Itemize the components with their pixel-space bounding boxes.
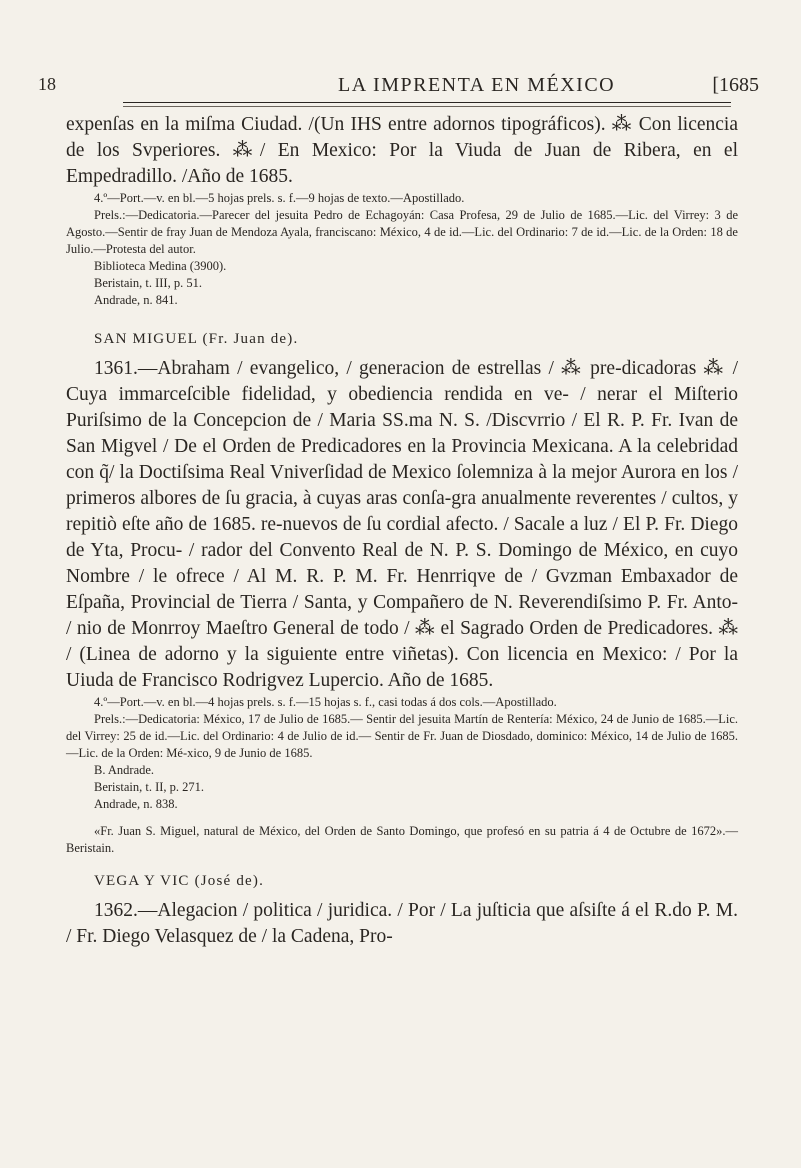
- entry-1361-note: «Fr. Juan S. Miguel, natural de México, del Orden de Santo Domingo, que profesó en su patria á 4 de Octubre de 1672».—Beristain.: [66, 824, 738, 855]
- page-body: [66, 112, 738, 950]
- entry-prev-title-end: expenſas en la miſma Ciudad. /(Un IHS entre adornos tipográficos). ⁂ Con licencia de los Svperiores. ⁂/ En Mexico: Por la Viuda de Juan de Ribera, en el Empedradillo. /Año de 1685.: [66, 114, 738, 187]
- entry-prev-prels: Prels.:—Dedicatoria.—Parecer del jesuita Pedro de Echagoyán: Casa Profesa, 29 de Julio de 1685.—Lic. del Virrey: 3 de Agosto.—Sentir de fray Juan de Mendoza Ayala, franciscano: México, 4 de id.—Lic. del Ordinario: 7 de id.—Lic. de la Orden: 18 de Julio.—Protesta del autor.: [66, 208, 738, 256]
- header-rule: [123, 102, 731, 103]
- entry-1361-prels: Prels.:—Dedicatoria: México, 17 de Julio de 1685.— Sentir del jesuita Martín de Rentería: México, 24 de Junio de 1685.—Lic. del Virrey: 25 de id.—Lic. del Ordinario: 4 de Julio de id.— Sentir de Fr. Juan de Diosdado, dominico: México, 14 de Julio de 1685.—Lic. de la Orden: Mé-xico, 9 de Junio de 1685.: [66, 712, 738, 760]
- entry-1361-author-heading: SAN MIGUEL (Fr. Juan de).: [94, 331, 299, 347]
- entry-1361-title: 1361.—Abraham / evangelico, / generacion de estrellas / ⁂ pre-dicadoras ⁂ / Cuya immarceſcible fidelidad, y obediencia rendida en ve- / nerar el Miſterio Puriſsimo de la Concepcion de / Maria SS.ma N. S. /Discvrrio / El R. P. Fr. Ivan de San Migvel / De el Orden de Predicadores en la Provincia Mexicana. A la celebridad con q̃/ la Doctiſsima Real Vniverſidad de Mexico ſolemniza à la mejor Aurora en los / primeros albores de ſu gracia, à cuyas aras conſa-gra anualmente reverentes / cultos, y repitiò eſte año de 1685. re-nuevos de ſu cordial afecto. / Sacale a luz / El P. Fr. Diego de Yta, Procu- / rador del Convento Real de N. P. S. Domingo de México, en cuyo Nombre / le ofrece / Al M. R. P. M. Fr. Henrriqve de / Gvzman Embaxador de Eſpaña, Provincial de Tierra / Santa, y Compañero de N. Reverendiſsimo P. Fr. Anto- / nio de Monrroy Maeſtro General de todo / ⁂ el Sagrado Orden de Predicadores. ⁂ / (Linea de adorno y la siguiente entre viñetas). Con licencia en Mexico: / Por la Uiuda de Francisco Rodrigvez Lupercio. Año de 1685.: [66, 358, 738, 691]
- entry-prev-reference: Beristain, t. III, p. 51.: [94, 276, 202, 290]
- entry-1361-reference: Beristain, t. II, p. 271.: [94, 780, 205, 794]
- running-head: [38, 46, 759, 96]
- entry-1361-library: B. Andrade.: [94, 763, 155, 777]
- running-title: LA IMPRENTA EN MÉXICO: [338, 74, 616, 96]
- entry-prev-library: Biblioteca Medina (3900).: [94, 259, 227, 273]
- entry-1362-author-heading: VEGA Y VIC (José de).: [94, 873, 265, 889]
- header-rule-thin: [123, 106, 731, 107]
- running-year: [1685: [712, 74, 759, 96]
- entry-1362-title: 1362.—Alegacion / politica / juridica. / Por / La juſticia que aſsiſte á el R.do P. M. / Fr. Diego Velasquez de / la Cadena, Pro-: [66, 900, 738, 947]
- page-number: 18: [38, 74, 56, 94]
- entry-1361-description: 4.º—Port.—v. en bl.—4 hojas prels. s. f.—15 hojas s. f., casi todas á dos cols.—Apostillado.: [94, 695, 557, 709]
- entry-prev-description: 4.º—Port.—v. en bl.—5 hojas prels. s. f.—9 hojas de texto.—Apostillado.: [94, 191, 465, 205]
- entry-1361-reference: Andrade, n. 838.: [94, 797, 178, 811]
- entry-prev-reference: Andrade, n. 841.: [94, 293, 178, 307]
